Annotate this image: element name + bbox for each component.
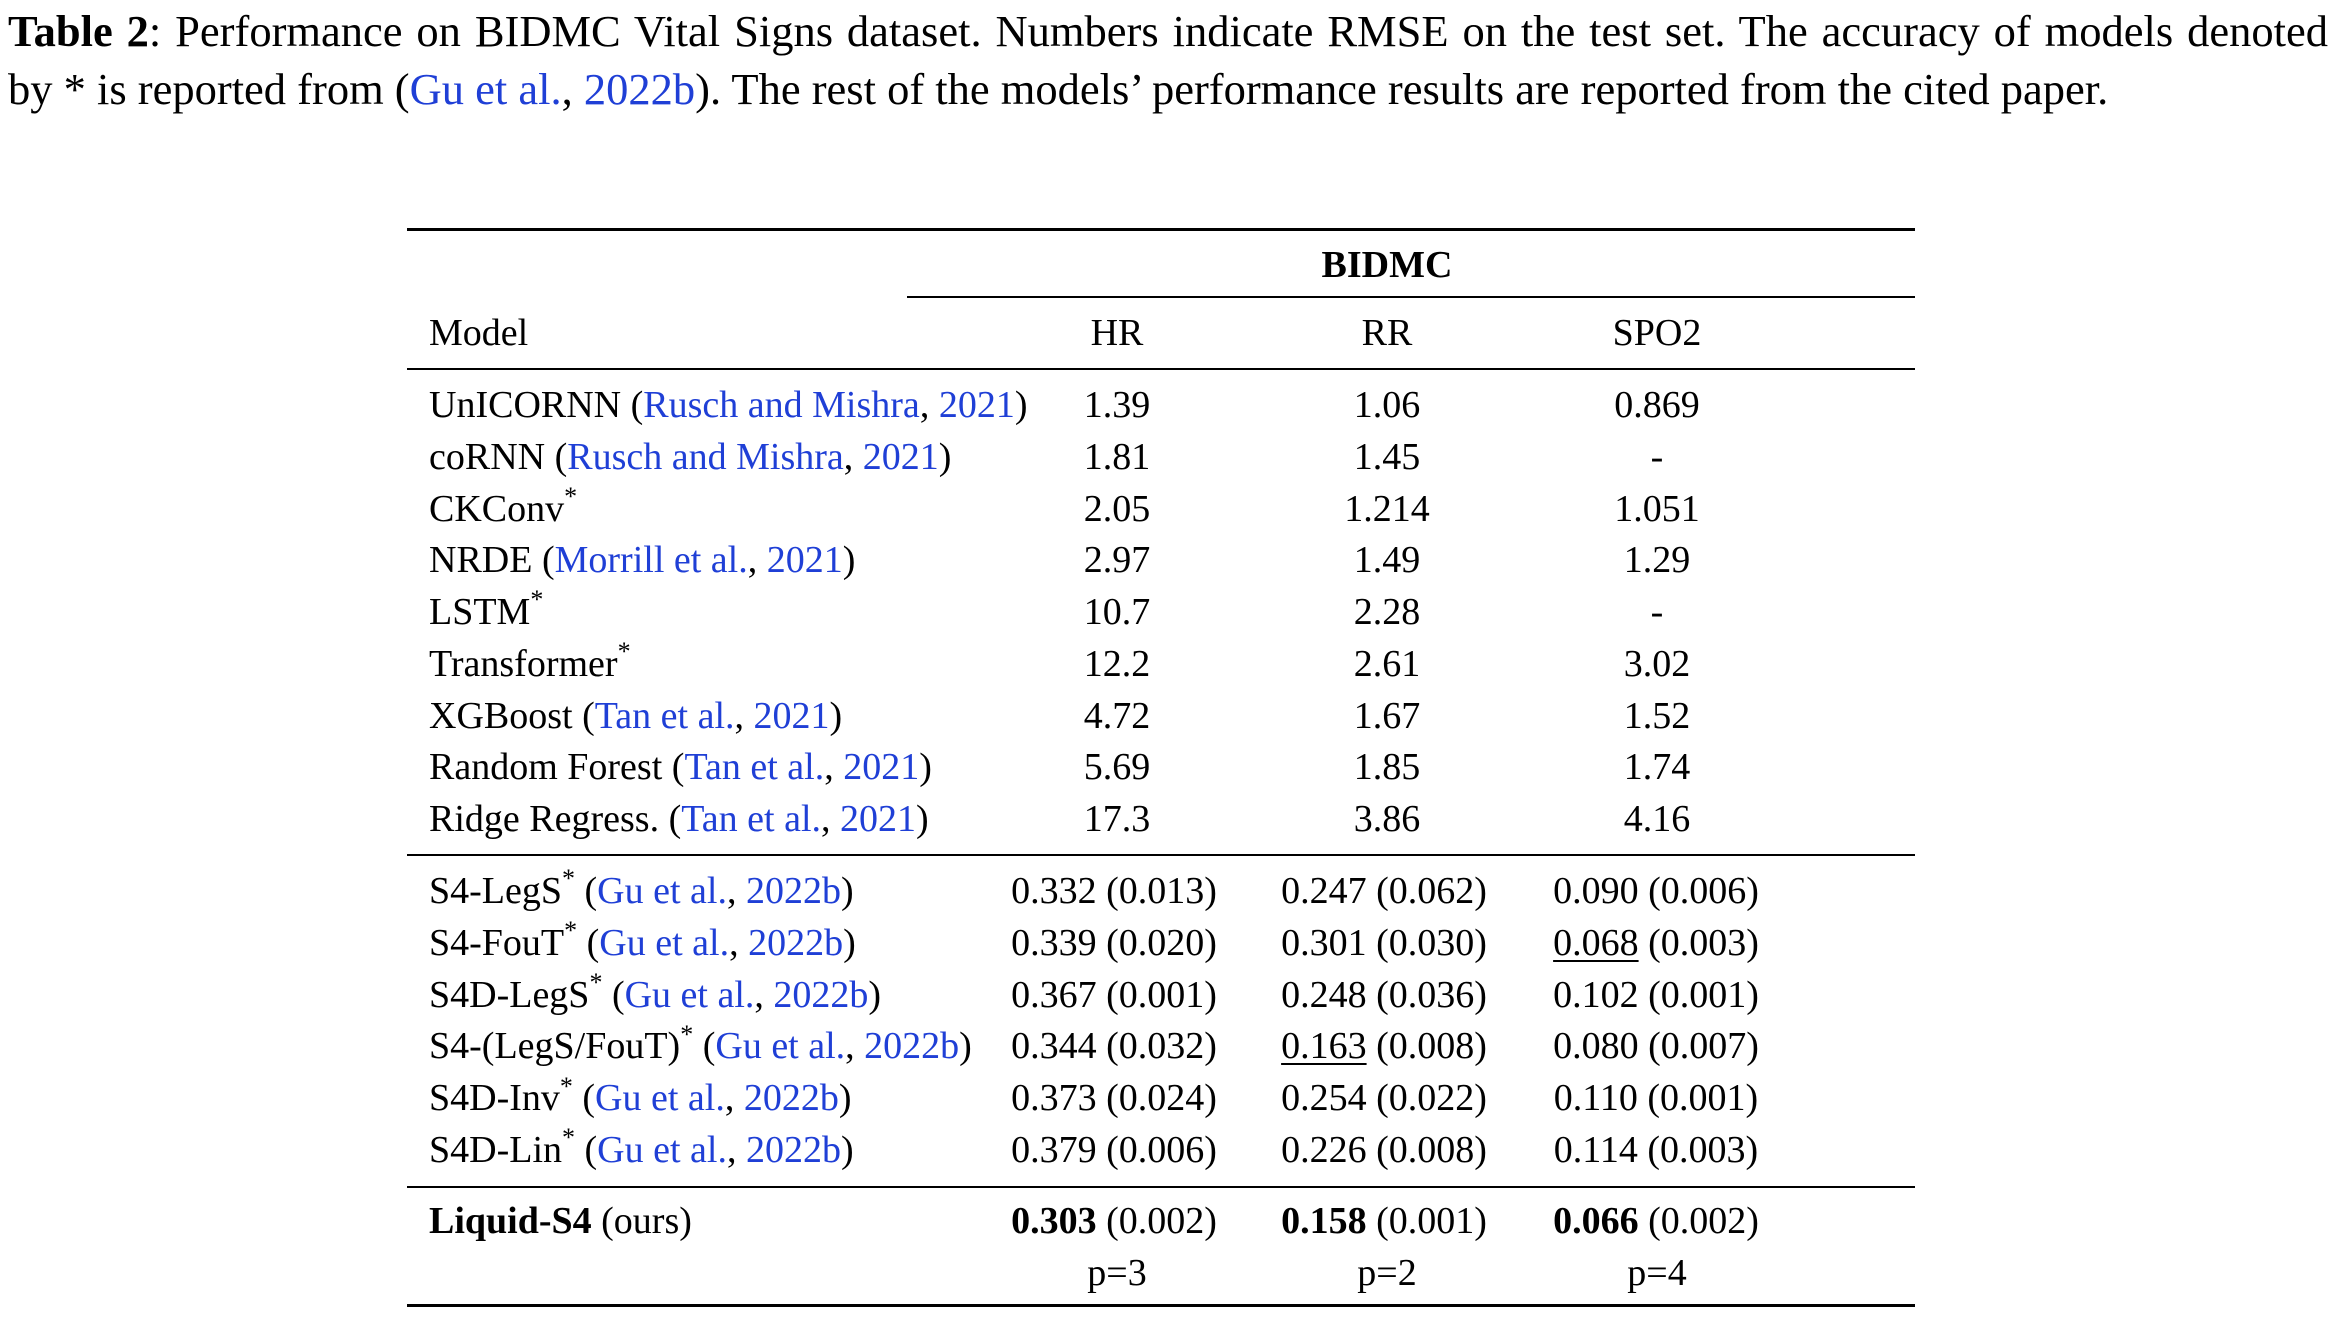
table-row [407,585,1915,635]
rr-cell [1254,920,1514,966]
hr-cell [984,920,1244,966]
hr-cell [984,1198,1244,1244]
spo2-std: (0.001) [1637,1077,1759,1120]
model-name [429,1198,692,1244]
citation-paren: ( [577,921,600,964]
spo2-value: 0.110 [1553,1077,1638,1120]
citation-paren: ) [938,435,952,478]
hr-cell [984,972,1244,1018]
citation-separator: , [734,694,754,737]
header-rule [407,368,1915,370]
rr-value: 0.247 [1281,870,1367,912]
citation-paren: ( [662,746,685,789]
hr-std: (0.024) [1096,1077,1217,1120]
spo2-value: 0.102 [1553,973,1639,1016]
rr-std: (0.008) [1366,1129,1487,1171]
header-spo2: SPO2 [1612,312,1702,354]
citation-year-link[interactable]: 2022b [745,1129,841,1171]
hr-value: 2.97 [1083,539,1151,582]
table-row [407,967,1915,1018]
model-name [429,537,855,583]
hr-std: (0.020) [1096,921,1217,964]
citation-year-link[interactable]: 2022b [748,921,844,964]
citation-paren: ( [575,870,598,912]
spo2-value: 1.52 [1623,694,1691,737]
table-row [407,916,1915,966]
rr-value: 1.49 [1353,539,1421,582]
spo2-value: 3.02 [1623,642,1691,685]
rr-std: (0.062) [1366,870,1487,912]
rr-value: 1.214 [1344,487,1430,530]
rr-value: 0.158 [1281,1200,1367,1242]
citation-separator: , [843,435,863,478]
citation-paren: ( [602,973,625,1016]
model-name [429,1123,854,1173]
model-label: S4D-LegS [429,973,590,1016]
table-row-ours-params [407,1250,1915,1296]
asterisk-mark: * [559,1071,573,1101]
spo2-param: p=4 [1627,1252,1687,1294]
spo2-value: - [1650,435,1664,478]
table-row [407,864,1915,914]
hr-cell [984,1023,1244,1069]
table-caption [8,2,2328,118]
citation-author-link[interactable]: Morrill et al. [554,539,748,582]
spo2-cell [1526,1127,1786,1173]
model-label: S4-(LegS/FouT) [429,1025,681,1068]
citation-paren: ) [843,921,856,964]
hr-value: 4.72 [1083,694,1151,737]
rr-value: 0.248 [1281,973,1367,1016]
header-hr: HR [1090,312,1144,354]
table-row [407,744,1915,790]
hr-value: 17.3 [1083,798,1151,840]
spo2-value: - [1650,591,1664,633]
bottom-rule [407,1304,1915,1307]
header-rr: RR [1361,312,1413,354]
model-name [429,637,631,687]
rr-value: 0.163 [1281,1025,1367,1068]
model-label: UnICORNN [429,384,622,426]
hr-value: 10.7 [1083,591,1151,633]
citation-author-link[interactable]: Gu et al. [597,870,727,912]
rr-cell [1254,972,1514,1018]
citation-author-link[interactable]: Tan et al. [594,694,735,737]
spo2-std: (0.001) [1638,973,1759,1016]
rr-std: (0.008) [1366,1025,1487,1068]
rr-value: 1.67 [1353,694,1421,737]
spo2-value: 4.16 [1623,798,1691,840]
table-row [407,434,1915,480]
hr-std: (0.001) [1096,973,1217,1016]
model-name [429,864,854,914]
model-name [429,796,929,842]
asterisk-mark: * [617,637,631,667]
citation-author-link[interactable]: Gu et al. [599,921,730,964]
citation-year-link[interactable]: 2022b [743,1077,839,1120]
hr-cell [984,868,1244,914]
citation-paren: ) [919,746,932,789]
rr-cell [1254,1023,1514,1069]
hr-value: 1.81 [1083,435,1151,478]
rr-std: (0.030) [1366,921,1487,964]
citation-author-link[interactable]: Gu et al. [624,973,755,1016]
rr-value: 0.254 [1281,1077,1367,1120]
citation-year-link[interactable]: 2021 [840,798,917,840]
spo2-value: 0.869 [1614,384,1700,426]
spo2-cell [1526,868,1786,914]
caption-text: : Performance on BIDMC Vital Signs dataset. Numbers indicate RMSE on the test set. The accuracy of models denoted by * is reported from ( [8,6,2328,114]
asterisk-mark: * [530,585,544,615]
asterisk-mark: * [562,864,575,894]
model-name [429,434,951,480]
spo2-value: 0.068 [1553,921,1639,964]
citation-author-link[interactable]: Gu et al. [597,1129,727,1171]
spo2-value: 0.066 [1553,1200,1639,1242]
rr-std: (0.036) [1366,973,1487,1016]
hr-value: 12.2 [1083,642,1151,685]
rr-value: 1.45 [1353,435,1421,478]
citation-separator: , [729,921,749,964]
rr-value: 1.85 [1353,746,1421,789]
spo2-value: 0.090 [1553,870,1639,912]
rr-value: 2.61 [1353,642,1421,685]
hr-value: 0.367 [1011,973,1097,1016]
table-row [407,637,1915,687]
model-name [429,744,932,790]
citation-author-link[interactable]: Gu et al. [595,1077,725,1120]
section-rule-2 [407,1186,1915,1188]
citation-paren: ( [545,435,568,478]
rr-value: 3.86 [1353,798,1421,840]
rr-cell [1254,1127,1514,1173]
rr-value: 0.301 [1281,921,1367,964]
caption-text-end: ). The rest of the models’ performance results are reported from the cited paper. [695,64,2109,114]
caption-citation-separator: , [561,64,584,114]
model-name [429,1071,852,1121]
model-label: S4-FouT [429,921,565,964]
table-row [407,796,1915,842]
section-rule-1 [407,854,1915,856]
citation-paren: ) [838,1077,852,1120]
spo2-std: (0.002) [1638,1200,1759,1242]
asterisk-mark: * [564,916,578,946]
citation-paren: ) [959,1025,972,1068]
hr-std: (0.013) [1096,870,1217,912]
spo2-value: 1.051 [1614,487,1700,530]
model-label: Transformer [429,642,618,685]
model-label: coRNN [429,435,546,478]
hr-value: 0.373 [1011,1077,1097,1120]
hr-value: 0.344 [1011,1025,1097,1068]
spo2-value: 0.080 [1553,1025,1639,1068]
spo2-std: (0.003) [1637,1129,1759,1171]
citation-separator: , [726,870,746,912]
model-label: LSTM [429,591,531,633]
citation-year-link[interactable]: 2021 [862,435,939,478]
spo2-cell [1526,1075,1786,1121]
model-name [429,916,856,966]
rr-value: 1.06 [1353,384,1421,426]
citation-paren: ) [1014,384,1028,426]
spo2-std: (0.003) [1638,921,1759,964]
rr-cell [1254,1198,1514,1244]
citation-separator: , [845,1025,865,1068]
spo2-std: (0.006) [1638,870,1759,912]
citation-paren: ) [916,798,929,840]
spo2-value: 1.29 [1623,539,1691,582]
citation-separator: , [747,539,767,582]
hr-std: (0.006) [1096,1129,1217,1171]
model-label: S4-LegS [429,870,562,912]
rr-std: (0.022) [1366,1077,1487,1120]
table-row [407,382,1915,428]
model-name [429,967,882,1018]
citation-paren: ) [829,694,843,737]
citation-year-link[interactable]: 2022b [745,870,841,912]
citation-year-link[interactable]: 2021 [938,384,1015,426]
model-label: CKConv [429,487,565,530]
citation-year-link[interactable]: 2021 [843,746,920,789]
table-row [407,1071,1915,1121]
column-header-row [407,310,1915,356]
hr-cell [984,1075,1244,1121]
citation-year-link[interactable]: 2021 [766,539,843,582]
citation-paren: ( [532,539,555,582]
spo2-value: 1.74 [1623,746,1691,789]
group-header: BIDMC [1321,244,1453,286]
citation-year-link[interactable]: 2022b [864,1025,960,1068]
model-name [429,382,1027,428]
rr-cell [1254,868,1514,914]
hr-value: 0.332 [1011,870,1097,912]
spo2-cell [1526,920,1786,966]
results-table [407,228,1915,1314]
table-row [407,693,1915,739]
model-label: S4D-Lin [429,1129,562,1171]
spo2-cell [1526,1023,1786,1069]
asterisk-mark: * [680,1019,694,1049]
asterisk-mark: * [562,1123,575,1153]
model-label: Random Forest [429,746,663,789]
citation-separator: , [754,973,774,1016]
citation-separator: , [821,798,841,840]
caption-citation-year[interactable]: 2022b [583,64,696,114]
top-rule [407,228,1915,231]
rr-cell [1254,1075,1514,1121]
citation-author-link[interactable]: Rusch and Mishra [643,384,920,426]
citation-author-link[interactable]: Rusch and Mishra [567,435,844,478]
rr-std: (0.001) [1366,1200,1487,1242]
table-row-ours [407,1198,1915,1244]
citation-separator: , [724,1077,744,1120]
citation-separator: , [919,384,939,426]
hr-value: 2.05 [1083,487,1151,530]
asterisk-mark: * [589,967,603,997]
table-row [407,537,1915,583]
hr-value: 1.39 [1083,384,1151,426]
spo2-std: (0.007) [1638,1025,1759,1068]
citation-paren: ) [840,870,854,912]
header-model: Model [429,312,529,354]
hr-std: (0.002) [1096,1200,1217,1242]
citation-paren: ( [572,694,595,737]
hr-cell [984,1127,1244,1173]
group-header-row [407,242,1915,288]
hr-param: p=3 [1087,1252,1147,1294]
citation-author-link[interactable]: Tan et al. [684,746,825,789]
citation-paren: ( [693,1025,716,1068]
citation-author-link[interactable]: Gu et al. [715,1025,846,1068]
spo2-value: 0.114 [1553,1129,1638,1171]
caption-label: Table 2 [8,6,149,56]
citation-paren: ( [621,384,644,426]
citation-paren: ( [659,798,682,840]
model-name [429,585,544,635]
citation-paren: ( [575,1129,598,1171]
model-label: S4D-Inv [429,1077,560,1120]
hr-std: (0.032) [1096,1025,1217,1068]
table-row [407,1123,1915,1173]
hr-value: 5.69 [1083,746,1151,789]
citation-year-link[interactable]: 2022b [773,973,869,1016]
citation-paren: ) [840,1129,854,1171]
group-rule [907,296,1915,298]
asterisk-mark: * [564,481,578,511]
citation-separator: , [824,746,844,789]
spo2-cell [1526,1198,1786,1244]
ours-suffix: (ours) [591,1200,692,1242]
table-row [407,481,1915,532]
rr-param: p=2 [1357,1252,1417,1294]
model-name [429,1019,972,1069]
citation-separator: , [726,1129,746,1171]
model-label: NRDE [429,539,533,582]
model-label: Ridge Regress. [429,798,660,840]
citation-author-link[interactable]: Tan et al. [681,798,822,840]
table-row [407,1019,1915,1069]
caption-citation-author[interactable]: Gu et al. [409,64,562,114]
hr-value: 0.303 [1011,1200,1097,1242]
model-label: XGBoost [429,694,573,737]
model-name [429,693,842,739]
citation-paren: ) [868,973,882,1016]
ours-name: Liquid-S4 [429,1200,592,1242]
rr-value: 0.226 [1281,1129,1367,1171]
citation-paren: ) [842,539,856,582]
spo2-cell [1526,972,1786,1018]
hr-value: 0.379 [1011,1129,1097,1171]
citation-year-link[interactable]: 2021 [753,694,830,737]
citation-paren: ( [572,1077,596,1120]
rr-value: 2.28 [1353,591,1421,633]
model-name [429,481,578,532]
hr-value: 0.339 [1011,921,1097,964]
